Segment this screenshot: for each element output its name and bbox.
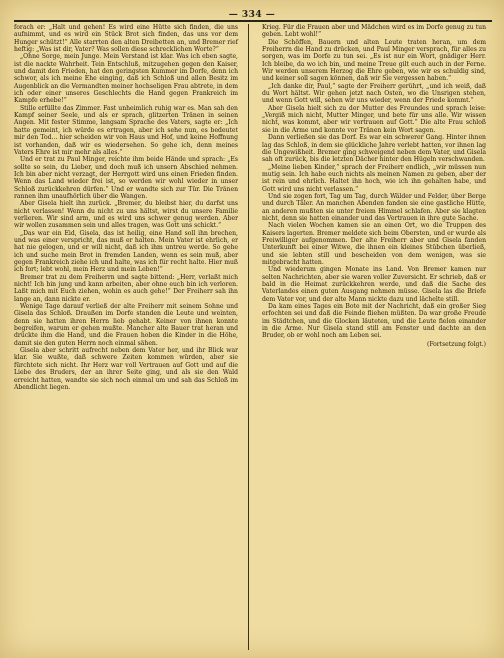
paragraph: „Meine lieben Kinder,“ sprach der Freiherr endlich, „wir müssen nun mutig sein. Ich habe euch nichts als meinen Namen zu geben, aber der ist rein und ehrlich. Haltet ihn hoch, wie ich ihn gehalten habe, und Gott wird uns nicht verlassen.“ — [262, 163, 486, 193]
paragraph: Und wiederum gingen Monate ins Land. Von Bremer kamen nur selten Nachrichten, aber sie waren voller Zuversicht. Er schrieb, daß er bald in die Heimat zurückkehren werde, und daß die Sache des Vaterlandes einen guten Ausgang nehmen müsse. Gisela las die Briefe dem Vater vor, und der alte Mann nickte dazu und lächelte still. — [262, 266, 486, 303]
paragraph: Und sie zogen fort, Tag um Tag, durch Wälder und Felder, über Berge und durch Täler. An manchen Abenden fanden sie eine gastliche Hütte, an anderen mußten sie unter freiem Himmel schlafen. Aber sie klagten nicht, denn sie hatten einander und das Vertrauen in ihre gute Sache. — [262, 192, 486, 222]
paragraph: Gisela aber schritt aufrecht neben dem Vater her, und ihr Blick war klar. Sie wußte, daß schwere Zeiten kommen würden, aber sie fürchtete sich nicht. Ihr Herz war voll Vertrauen auf Gott und auf die Liebe des Bruders, der an ihrer Seite ging, und als sie den Wald erreicht hatten, wandte sie sich noch einmal um und sah das Schloß im Abendlicht liegen. — [14, 347, 238, 391]
paragraph: Die Schöffen, Bauern und alten Leute traten heran, um dem Freiherrn die Hand zu drücken, und Paul Minger versprach, für alles zu sorgen, was im Dorfe zu tun sei. „Es ist nur ein Wort, gnädiger Herr. Ich bleibe, da wo ich bin, und meine Treue gilt euch auch in der Ferne. Wir werden unserem Herzog die Ehre geben, wie wir es schuldig sind, und keiner soll sagen können, daß wir Sie vergessen haben.“ — [262, 38, 486, 83]
paragraph: Nach vielen Wochen kamen sie an einen Ort, wo die Truppen des Kaisers lagerten. Bremer meldete sich beim Obersten, und er wurde als Freiwilliger aufgenommen. Der alte Freiherr aber und Gisela fanden Unterkunft bei einer Witwe, die ihnen ein kleines Stübchen überließ, und sie lebten still und bescheiden von dem wenigen, was sie mitgebracht hatten. — [262, 222, 486, 266]
continuation-note: (Fortsetzung folgt.) — [427, 340, 486, 348]
paragraph: Bremer trat zu dem Freiherrn und sagte bittend: „Herr, verlaßt mich nicht! Ich bin jung und kann arbeiten, aber ohne euch bin ich verloren. Laßt mich mit Euch ziehen, wohin es auch gehe!“ Der Freiherr sah ihn lange an, dann nickte er. — [14, 273, 238, 303]
left-column — [14, 24, 238, 391]
paragraph: Aber Gisela hielt ihn zurück. „Bremer, du bleibst hier, du darfst uns nicht verlassen! Wenn du nicht zu uns hältst, wirst du unsere Familie verlieren. Wir sind arm, und es wird uns schwer genug werden. Aber wir wollen zusammen sein und alles tragen, was Gott uns schickt.“ — [14, 200, 238, 230]
header-rule — [14, 20, 492, 22]
paragraph: Dann verließen sie das Dorf. Es war ein schwerer Gang. Hinter ihnen lag das Schloß, in dem sie glückliche Jahre verlebt hatten, vor ihnen lag die Ungewißheit. Bremer ging schweigend neben dem Vater, und Gisela sah oft zurück, bis die letzten Dächer hinter den Hügeln verschwanden. — [262, 134, 486, 164]
right-column — [262, 24, 486, 348]
paragraph: forach er: „Halt und gehen! Es wird eine Hütte sich finden, die uns aufnimmt, und es wird ein Stück Brot sich finden, das uns vor dem Hunger schützt!“ Alle starrten den alten Dreibetten an, und Bremer rief heftig: „Was ist dir, Vater? Was sollen diese schrecklichen Worte?“ — [14, 24, 238, 54]
paragraph: „Ich danke dir, Paul,“ sagte der Freiherr gerührt, „und ich weiß, daß du Wort hältst. Wir gehen jetzt nach Osten, wo die Unsrigen stehen, und wenn Gott will, sehen wir uns wieder, wenn der Friede kommt.“ — [262, 82, 486, 105]
paragraph: Krieg. Für die Frauen aber und Mädchen wird es im Dorfe genug zu tun geben. Lebt wohl!“ — [262, 24, 486, 39]
paragraph: Wenige Tage darauf verließ der alte Freiherr mit seinem Sohne und Gisela das Schloß. Draußen im Dorfe standen die Leute und weinten, denn sie hatten ihren Herrn lieb gehabt. Keiner von ihnen konnte begreifen, warum er gehen mußte. Mancher alte Bauer trat heran und drückte ihm die Hand, und die Frauen hoben die Kinder in die Höhe, damit sie den guten Herrn noch einmal sähen. — [14, 303, 238, 347]
paragraph: Und er trat zu Paul Minger, reichte ihm beide Hände und sprach: „Es sollte so sein, du Lieber, und doch muß ich unsern Abschied nehmen. Ich bin aber nicht verzagt, der Herrgott wird uns einen Frieden finden. Wenn das Land wieder frei ist, so werden wir wohl wieder in unser Schloß zurückkehren dürfen.“ Und er wandte sich zur Tür. Die Tränen rannen ihm unaufhörlich über die Wangen. — [14, 156, 238, 200]
paragraph: „Das war ein Eid, Gisela, das ist heilig, eine Hand soll ihn brechen, und was einer verspricht, das muß er halten. Mein Vater ist ehrlich, er hat nie gelogen, und er will nicht, daß ich ihm untreu werde. So gehe ich und suche mein Brot in fremden Landen, wenn es sein muß, aber gegen Frankreich ziehe ich und halte, was ich für recht halte. Hier muß ich fort; lebt wohl, mein Herz und mein Leben!“ — [14, 229, 238, 274]
paragraph: „Ohne Sorge, mein Junge. Mein Verstand ist klar. Was ich eben sagte, ist die nackte Wahrheit. Tein Entschluß, mitzugehen gegen den Kaiser, und damit den Frieden, hat den geringsten Kummer im Dorfe, denn ich schwor, als ich meine Ehe einging, daß ich Schloß und allen Besitz im Augenblick an die Vermandten meiner hochseligen Frau abtrete, in dem ich oder einer unseres Geschlechts die Hand gegen Frankreich im Kampfe erhebe!“ — [14, 53, 238, 105]
paragraph: Stille erfüllte das Zimmer. Fast unheimlich ruhig war es. Man sah den Kampf seiner Seele, und als er sprach, glitzerten Tränen in seinen Augen. Mit fester Stimme, langsam Sprache des Vaters, sagte er: „Ich hatte gemeint, ich würde es ertragen, aber ich sehe nun, es bedeutet mir den Tod... hier scheiden wir von Haus und Hof, und keine Hoffnung ist vorhanden, daß wir es wiedersehen. So gehe ich, denn meines Vaters Ehre ist mir mehr als alles.“ — [14, 104, 238, 156]
paragraph: Da kam eines Tages ein Bote mit der Nachricht, daß ein großer Sieg erfochten sei und daß die Feinde fliehen müßten. Da war große Freude im Städtchen, und die Glocken läuteten, und die Leute fielen einander in die Arme. Nur Gisela stand still am Fenster und dachte an den Bruder, ob er wohl noch am Leben sei. — [262, 303, 486, 340]
column-divider — [248, 24, 249, 650]
paragraph: Aber Gisela hielt sich zu der Mutter des Freundes und sprach leise: „Vergiß mich nicht, Mutter Minger, und bete für uns alle. Wir wissen nicht, was kommt, aber wir vertrauen auf Gott.“ Die alte Frau schloß sie in die Arme und konnte vor Tränen kein Wort sagen. — [262, 104, 486, 134]
page-number: — 334 — — [228, 10, 276, 20]
